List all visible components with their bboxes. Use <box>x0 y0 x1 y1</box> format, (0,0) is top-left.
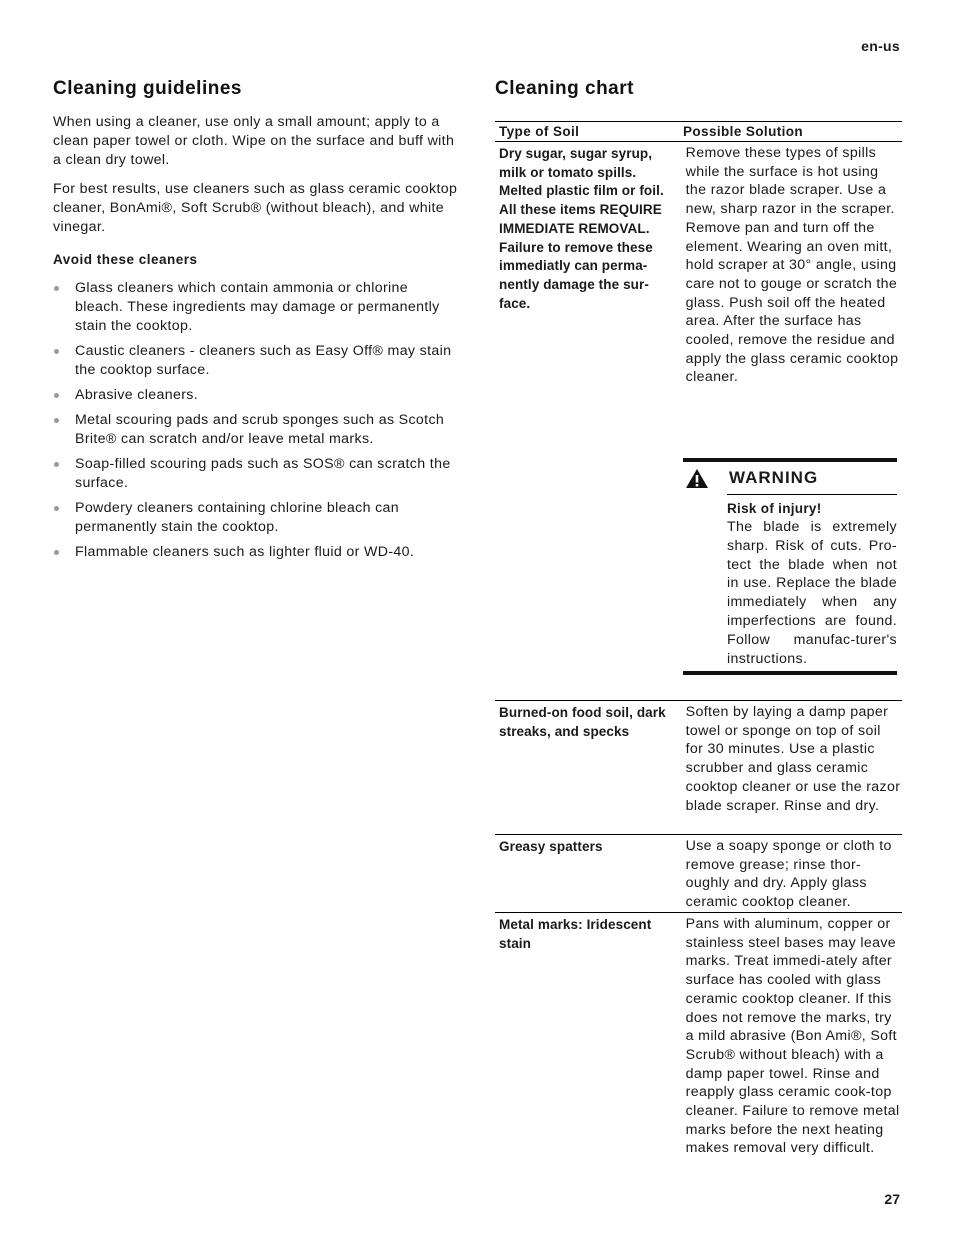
table-row <box>495 834 902 912</box>
list-item-text: Soap-filled scouring pads such as SOS® can scratch the surface. <box>75 456 451 491</box>
warning-bottom-rule <box>683 671 897 675</box>
bullet-icon <box>54 393 59 398</box>
solution-text: Remove these types of spills while the surface is hot using the razor blade scraper. Use a new, sharp razor in the scraper. Remove pan and turn off the element. Wearing an oven mitt, hold scraper at 30° angle, using care not to gouge or scratch the glass. Push soil off the heated area. After the surface has cooled, remove the residue and apply the glass ceramic cooktop cleaner. <box>685 145 899 386</box>
chart-title: Cleaning chart <box>495 78 634 99</box>
avoid-cleaners-heading: Avoid these cleaners <box>53 252 198 267</box>
warning-header <box>683 462 897 494</box>
list-item-text: Powdery cleaners containing chlorine bleach can permanently stain the cooktop. <box>75 500 400 535</box>
column-header-solution: Possible Solution <box>683 124 804 139</box>
list-item <box>53 499 458 537</box>
avoid-cleaners-list <box>53 279 458 562</box>
page-number: 27 <box>884 1191 900 1207</box>
bullet-icon <box>54 506 59 511</box>
list-item <box>53 543 458 562</box>
list-item-text: Abrasive cleaners. <box>75 387 199 403</box>
bullet-icon <box>54 349 59 354</box>
warning-label: WARNING <box>729 468 819 487</box>
warning-box <box>683 458 897 668</box>
language-code: en-us <box>861 38 900 54</box>
list-item <box>53 342 458 380</box>
solution-text: Use a soapy sponge or cloth to remove grease; rinse thor-oughly and dry. Apply glass ceramic cooktop cleaner. <box>685 838 892 911</box>
column-header-soil: Type of Soil <box>499 124 580 139</box>
bullet-icon <box>54 462 59 467</box>
bullet-icon <box>54 286 59 291</box>
warning-risk-title: Risk of injury! <box>727 501 822 516</box>
table-header <box>495 121 902 142</box>
solution-text: Soften by laying a damp paper towel or sponge on top of soil for 30 minutes. Use a plastic scrubber and glass ceramic cooktop cleaner or use the razor blade scraper. Rinse and dry. <box>685 704 901 814</box>
warning-divider <box>727 494 897 495</box>
guidelines-title: Cleaning guidelines <box>53 78 242 99</box>
warning-text: The blade is extremely sharp. Risk of cuts. Pro-tect the blade when not in use. Replace the blade immediately when any imperfections are found. Follow manufac-turer's instructions. <box>727 519 897 667</box>
list-item-text: Glass cleaners which contain ammonia or chlorine bleach. These ingredients may damage or permanently stain the cooktop. <box>75 280 440 334</box>
list-item-text: Caustic cleaners - cleaners such as Easy Off® may stain the cooktop surface. <box>75 343 452 378</box>
cleaning-chart-table <box>495 121 902 1201</box>
list-item <box>53 386 458 405</box>
list-item-text: Flammable cleaners such as lighter fluid or WD-40. <box>75 544 415 560</box>
guidelines-paragraph: For best results, use cleaners such as glass ceramic cooktop cleaner, BonAmi®, Soft Scrub® (without bleach), and white vinegar. <box>53 181 458 235</box>
list-item-text: Metal scouring pads and scrub sponges such as Scotch Brite® can scratch and/or leave metal marks. <box>75 412 445 447</box>
soil-type: Greasy spatters <box>499 839 603 854</box>
warning-triangle-icon <box>683 468 729 489</box>
table-row <box>495 912 902 1203</box>
bullet-icon <box>54 550 59 555</box>
soil-type: Dry sugar, sugar syrup, milk or tomato spills. Melted plastic film or foil. All these items REQUIRE IMMEDIATE REMOVAL. Failure to remove these immediatly can perma-nently damage the sur-face. <box>499 146 664 311</box>
list-item <box>53 455 458 493</box>
bullet-icon <box>54 418 59 423</box>
guidelines-paragraph: When using a cleaner, use only a small amount; apply to a clean paper towel or cloth. Wipe on the surface and buff with a clean dry towel. <box>53 114 455 168</box>
list-item <box>53 411 458 449</box>
table-row <box>495 700 902 834</box>
list-item <box>53 279 458 336</box>
cleaning-guidelines-section <box>53 78 458 568</box>
solution-text: Pans with aluminum, copper or stainless steel bases may leave marks. Treat immedi-ately after surface has cooled with glass ceramic cooktop cleaner. If this does not remove the marks, try a mild abrasive (Bon Ami®, Soft Scrub® without bleach) with a damp paper towel. Rinse and reapply glass ceramic cook-top cleaner. Failure to remove metal marks before the next heating makes removal very difficult. <box>685 916 900 1157</box>
cleaning-chart-section <box>495 78 902 1201</box>
soil-type: Metal marks: Iridescent stain <box>499 917 652 951</box>
soil-type: Burned-on food soil, dark streaks, and specks <box>499 705 666 739</box>
